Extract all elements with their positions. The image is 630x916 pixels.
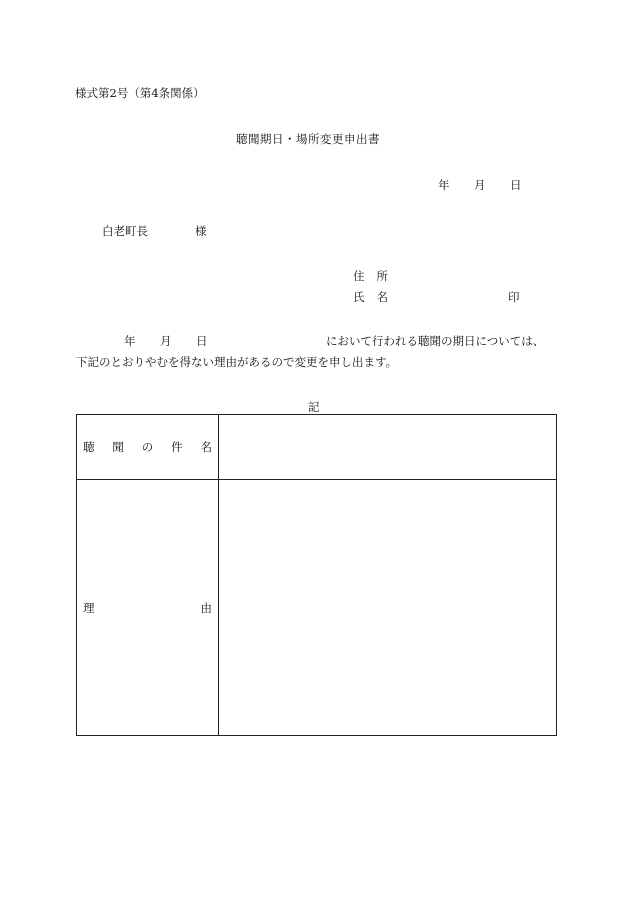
addressee-honorific: 様 — [195, 224, 207, 238]
date-month: 月 — [474, 178, 486, 192]
table-row — [77, 480, 557, 736]
form-number: 様式第2号（第4条関係） — [75, 86, 205, 100]
body-line2: 下記のとおりやむを得ない理由があるので変更を申し出ます。 — [76, 355, 398, 369]
hearing-case-label-char: の — [141, 440, 154, 454]
reason-label-char: 由 — [200, 600, 212, 615]
ki-heading: 記 — [308, 400, 320, 414]
hearing-case-field[interactable] — [219, 415, 557, 480]
seal-mark: 印 — [508, 290, 520, 304]
addressee-name: 白老町長 — [102, 224, 148, 238]
reason-field[interactable] — [219, 480, 557, 736]
hearing-case-label-cell — [77, 415, 219, 480]
document-title: 聴聞期日・場所変更申出書 — [236, 132, 380, 146]
hearing-case-label-char: 聞 — [112, 440, 124, 454]
detail-table — [76, 414, 557, 736]
hearing-case-label-char: 聴 — [83, 440, 95, 454]
name-label: 氏名 — [353, 290, 400, 304]
date-year: 年 — [438, 178, 450, 192]
body-month: 月 — [160, 334, 172, 348]
body-day: 日 — [196, 334, 208, 348]
hearing-case-label-char: 名 — [200, 440, 212, 454]
table-row — [77, 415, 557, 480]
body-year: 年 — [124, 334, 136, 348]
reason-label-cell — [77, 480, 219, 736]
address-label: 住所 — [353, 269, 400, 283]
reason-label-char: 理 — [83, 600, 95, 615]
date-day: 日 — [510, 178, 522, 192]
body-line1-suffix: において行われる聴聞の期日については、 — [326, 334, 545, 348]
hearing-case-label-char: 件 — [171, 440, 183, 454]
